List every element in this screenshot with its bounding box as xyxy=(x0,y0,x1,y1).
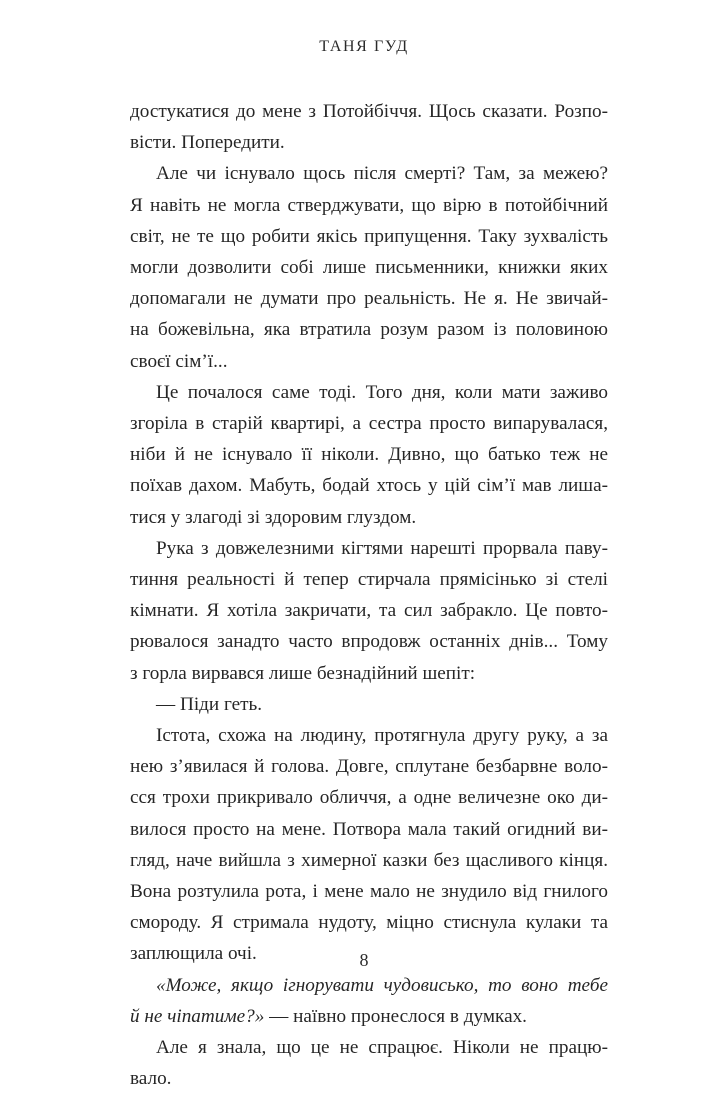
italic-thought-paragraph xyxy=(130,970,608,1032)
paragraph xyxy=(130,377,608,533)
text-line: заплющила очі. xyxy=(130,943,257,965)
text-line: вало. xyxy=(130,1068,172,1090)
text-line: — Піди геть. xyxy=(156,693,263,715)
paragraph xyxy=(130,158,608,376)
text-line xyxy=(130,1001,608,1032)
text-line: рювалося занадто часто впродовж останніх днів... Тому xyxy=(130,631,608,653)
text-line: могли дозволити собі лише письменники, книжки яких xyxy=(130,257,608,279)
paragraph xyxy=(130,720,608,970)
text-line: Це почалося саме тоді. Того дня, коли мати заживо xyxy=(156,381,608,403)
text-line: тиння реальності й тепер стирчала прямісінько зі стелі xyxy=(130,569,608,591)
paragraph xyxy=(130,96,608,158)
text-line: достукатися до мене з Потойбіччя. Щось сказати. Розпо- xyxy=(130,101,608,122)
paragraph xyxy=(130,533,608,689)
text-line: Але чи існувало щось після смерті? Там, за межею? xyxy=(156,163,608,185)
text-line: Вона розтулила рота, і мене мало не знудило від гнилого xyxy=(130,881,608,903)
page-number: 8 xyxy=(359,950,369,970)
body-text xyxy=(130,96,608,1095)
text-line: нею з’явилася й голова. Довге, сплутане безбарвне воло- xyxy=(130,756,608,778)
text-line: вилося просто на мене. Потвора мала такий огидний ви- xyxy=(130,818,608,840)
text-line: Я навіть не могла стверджувати, що вірю в потойбічний xyxy=(130,194,608,216)
text-line: Рука з довжелезними кігтями нарешті прорвала паву- xyxy=(156,537,608,559)
text-line: ніби й не існувало її ніколи. Дивно, що батько теж не xyxy=(130,444,608,466)
text-line: з горла вирвався лише безнадійний шепіт: xyxy=(130,662,476,684)
text-line: сся трохи прикривало обличчя, а одне величезне око ди- xyxy=(130,787,608,809)
text-line: вісти. Попередити. xyxy=(130,132,285,154)
text-line: допомагали не думати про реальність. Не я. Не звичай- xyxy=(130,288,608,310)
text-line: смороду. Я стримала нудоту, міцно стиснула кулаки та xyxy=(130,912,608,934)
text-line: Істота, схожа на людину, протягнула другу руку, а за xyxy=(156,725,608,747)
text-line: світ, не те що робити якісь припущення. Таку зухвалість xyxy=(130,225,608,247)
text-line: кімнати. Я хотіла закричати, та сил забракло. Це повто- xyxy=(130,600,608,622)
regular-fragment: — наївно пронеслося в думках. xyxy=(264,1005,527,1027)
text-line: гляд, наче вийшла з химерної казки без щасливого кінця. xyxy=(130,849,608,871)
italic-fragment: й не чіпатиме?» xyxy=(130,1005,265,1027)
text-line: своєї сім’ї... xyxy=(130,350,228,372)
text-line: на божевільна, яка втратила розум разом із половиною xyxy=(130,319,608,341)
paragraph xyxy=(130,1032,608,1094)
text-line: згоріла в старій квартирі, а сестра просто випарувалася, xyxy=(130,413,608,435)
text-line: тися у злагоді зі здоровим глуздом. xyxy=(130,506,417,528)
text-line: поїхав дахом. Мабуть, бодай хтось у цій сім’ї мав лиша- xyxy=(130,475,608,497)
running-title: ТАНЯ ГУД xyxy=(319,38,409,55)
text-line: Але я знала, що це не спрацює. Ніколи не працю- xyxy=(156,1037,608,1059)
dialogue-paragraph xyxy=(130,689,608,720)
text-line: «Може, якщо ігнорувати чудовисько, то воно тебе xyxy=(156,974,608,996)
